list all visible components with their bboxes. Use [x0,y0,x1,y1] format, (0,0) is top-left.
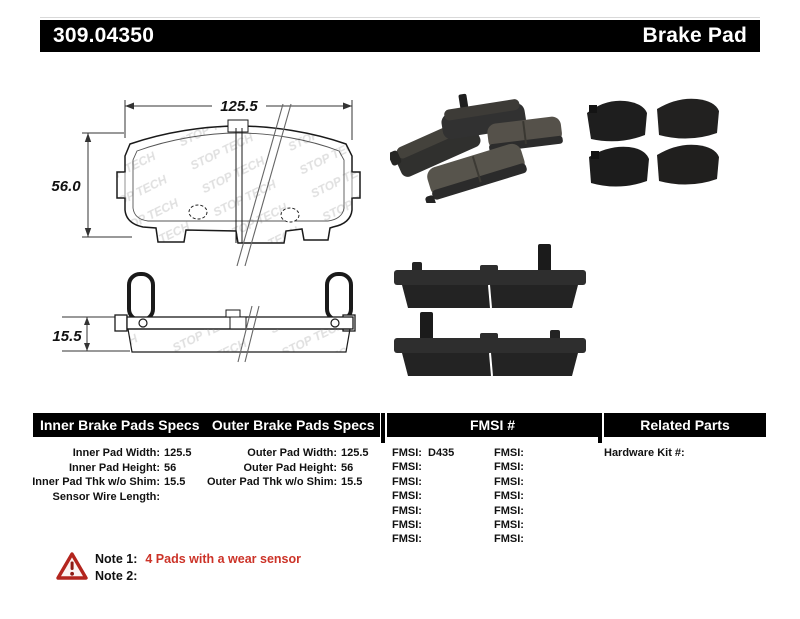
spec-label: Sensor Wire Length: [52,490,160,503]
fmsi-header: FMSI # [469,417,516,433]
front-view-pad [117,104,360,266]
fmsi-label: FMSI: [392,504,422,517]
note1-label: Note 1: [95,552,138,566]
fmsi-label: FMSI: [494,504,524,517]
fmsi-row [392,446,454,460]
fmsi-row [494,489,530,503]
fmsi-row [392,489,454,503]
spec-label: Outer Pad Thk w/o Shim: [207,476,338,488]
fmsi-label: FMSI: [494,461,524,474]
part-number: 309.04350 [53,24,155,47]
spec-row [30,461,192,476]
page-top-divider [40,17,760,18]
spec-value: 125.5 [164,447,192,459]
fmsi-row [494,475,530,489]
fmsi-row [392,532,454,546]
outer-specs-header: Outer Brake Pads Specs [211,417,375,433]
fmsi-column-1 [392,446,454,547]
warning-icon [56,551,88,581]
spec-row [30,475,192,490]
fmsi-label: FMSI: [392,461,422,474]
notes-section [95,551,301,585]
fmsi-row [494,532,530,546]
fmsi-row [392,504,454,518]
spec-label: Outer Pad Height: [243,461,337,474]
fmsi-value: D435 [428,447,455,459]
fmsi-label: FMSI: [392,447,422,459]
outer-specs-column [207,446,369,490]
fmsi-label: FMSI: [392,519,422,532]
brake-pad-photo [394,312,586,376]
side-thickness-label: 15.5 [52,328,82,345]
fmsi-row [494,504,530,518]
brake-pad-photo [657,99,719,139]
note-row [95,568,301,585]
spec-row [207,446,369,461]
front-height-label: 56.0 [51,178,81,195]
inner-specs-column [30,446,192,504]
spec-label: Inner Pad Thk w/o Shim: [32,476,160,488]
spec-row [207,475,369,490]
spec-value: 15.5 [164,476,186,488]
fmsi-label: FMSI: [392,490,422,503]
side-view-pad [115,274,355,362]
spec-row [30,446,192,461]
fmsi-label: FMSI: [494,490,524,503]
spec-value: 15.5 [341,476,363,488]
spec-label: Inner Pad Width: [72,447,160,459]
column-divider [598,413,602,443]
fmsi-label: FMSI: [392,533,422,546]
related-part-label: Hardware Kit #: [604,447,685,459]
fmsi-row [392,460,454,474]
related-part-row [604,446,689,461]
fmsi-row [494,518,530,532]
spec-value: 56 [341,461,354,474]
brake-pad-photo [589,147,649,187]
brake-pad-photo [394,244,586,308]
spec-label: Inner Pad Height: [68,461,160,474]
fmsi-label: FMSI: [494,475,524,488]
inner-specs-header: Inner Brake Pads Specs [39,417,200,433]
note2-label: Note 2: [95,569,138,583]
fmsi-row [392,518,454,532]
photo-pads-back [583,95,723,195]
pads-specs-header-bar [33,413,380,437]
brake-pad-photo [657,145,719,185]
spec-value: 125.5 [341,447,369,459]
fmsi-header-bar [387,413,598,437]
fmsi-row [392,475,454,489]
fmsi-label: FMSI: [494,447,524,459]
brake-pad-photo [587,101,647,142]
related-parts-header-bar [604,413,766,437]
column-divider [381,413,385,443]
spec-label: Outer Pad Width: [247,447,337,459]
note-row [95,551,301,568]
fmsi-row [494,446,530,460]
note1-text: 4 Pads with a wear sensor [145,552,301,566]
spec-row [30,490,192,505]
related-parts-column [604,446,689,461]
fmsi-column-2 [494,446,530,547]
fmsi-label: FMSI: [494,533,524,546]
photo-pads-edge [390,242,590,380]
photo-pads-angled [390,88,565,203]
technical-drawing [40,80,380,380]
related-parts-header: Related Parts [640,417,730,433]
front-width-label: 125.5 [220,98,258,115]
fmsi-label: FMSI: [392,475,422,488]
spec-row [207,461,369,476]
spec-value: 56 [164,461,177,474]
fmsi-row [494,460,530,474]
header-bar [40,20,760,52]
fmsi-label: FMSI: [494,519,524,532]
product-type: Brake Pad [642,24,747,47]
